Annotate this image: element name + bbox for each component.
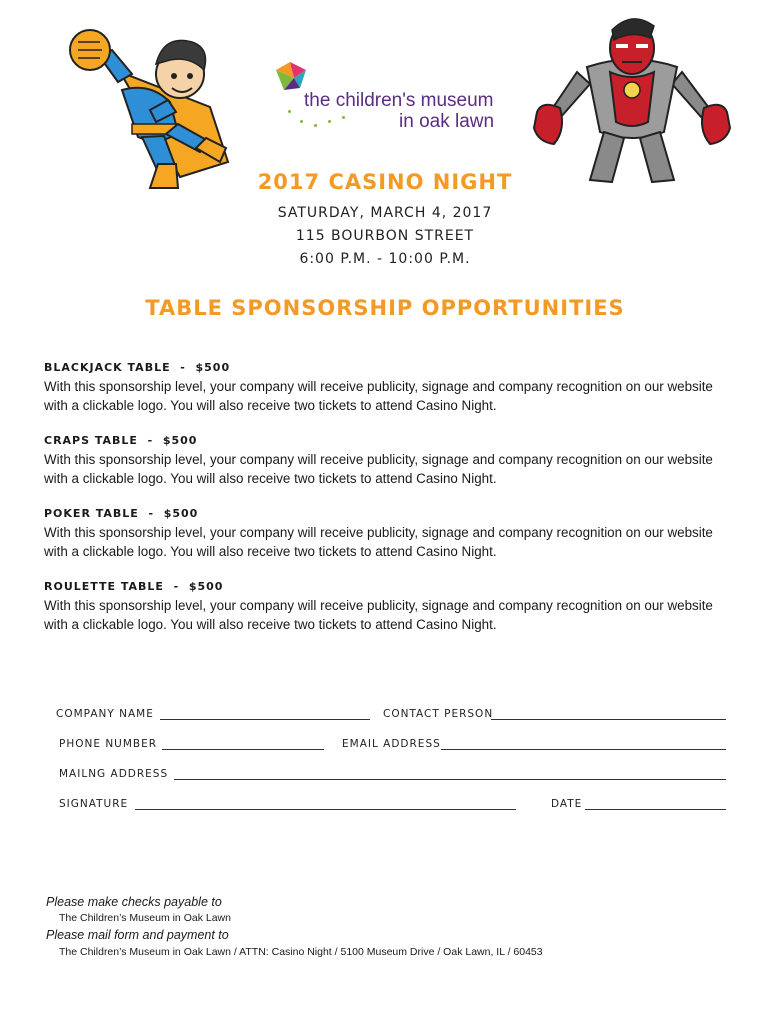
logo-text-line2: in oak lawn — [399, 111, 495, 132]
event-address: 115 BOURBON STREET — [295, 228, 475, 244]
logo-dot — [314, 124, 317, 127]
tier-title: BLACKJACK TABLE - $500 — [44, 361, 231, 374]
tier-roulette — [44, 578, 734, 634]
event-title: 2017 CASINO NIGHT — [257, 170, 513, 194]
contact-person-field[interactable] — [491, 719, 726, 720]
tier-description: With this sponsorship level, your company will receive publicity, signage and company recognition on our website with a clickable logo. You will also receive two tickets to attend Casino Night. — [44, 379, 713, 413]
tier-title: ROULETTE TABLE - $500 — [44, 580, 224, 593]
tier-title: POKER TABLE - $500 — [44, 507, 199, 520]
tier-description: With this sponsorship level, your company will receive publicity, signage and company recognition on our website with a clickable logo. You will also receive two tickets to attend Casino Night. — [44, 598, 713, 632]
event-date: SATURDAY, MARCH 4, 2017 — [277, 205, 493, 221]
checks-payee: The Children’s Museum in Oak Lawn — [59, 912, 231, 924]
museum-logo — [268, 60, 508, 140]
logo-dot — [328, 120, 331, 123]
signature-label: SIGNATURE — [59, 798, 129, 810]
contact-person-label: CONTACT PERSON — [383, 708, 494, 720]
superhero-blue-illustration — [60, 12, 232, 192]
event-time: 6:00 P.M. - 10:00 P.M. — [299, 251, 471, 267]
superhero-red-illustration — [532, 12, 732, 187]
email-address-label: EMAIL ADDRESS — [342, 738, 441, 750]
signature-field[interactable] — [135, 809, 516, 810]
company-name-label: COMPANY NAME — [56, 708, 154, 720]
email-address-field[interactable] — [441, 749, 726, 750]
tier-description: With this sponsorship level, your company will receive publicity, signage and company recognition on our website with a clickable logo. You will also receive two tickets to attend Casino Night. — [44, 452, 713, 486]
tier-blackjack — [44, 359, 734, 415]
logo-dot — [300, 120, 303, 123]
sponsorship-heading: TABLE SPONSORSHIP OPPORTUNITIES — [145, 296, 625, 320]
date-field[interactable] — [585, 809, 726, 810]
company-name-field[interactable] — [160, 719, 370, 720]
date-label: DATE — [551, 798, 583, 810]
mail-form-label: Please mail form and payment to — [46, 928, 229, 942]
checks-payable-label: Please make checks payable to — [46, 895, 222, 909]
logo-text-line1: the children's museum — [304, 90, 494, 111]
tier-title: CRAPS TABLE - $500 — [44, 434, 198, 447]
mail-address: The Children’s Museum in Oak Lawn / ATTN: Casino Night / 5100 Museum Drive / Oak Lawn, IL / 60453 — [59, 946, 543, 958]
phone-number-field[interactable] — [162, 749, 324, 750]
phone-number-label: PHONE NUMBER — [59, 738, 158, 750]
mailing-address-field[interactable] — [174, 779, 726, 780]
tier-craps — [44, 432, 734, 488]
logo-dot — [342, 116, 345, 119]
tier-description: With this sponsorship level, your company will receive publicity, signage and company recognition on our website with a clickable logo. You will also receive two tickets to attend Casino Night. — [44, 525, 713, 559]
logo-dot — [288, 110, 291, 113]
tier-poker — [44, 505, 734, 561]
mailing-address-label: MAILNG ADDRESS — [59, 768, 169, 780]
